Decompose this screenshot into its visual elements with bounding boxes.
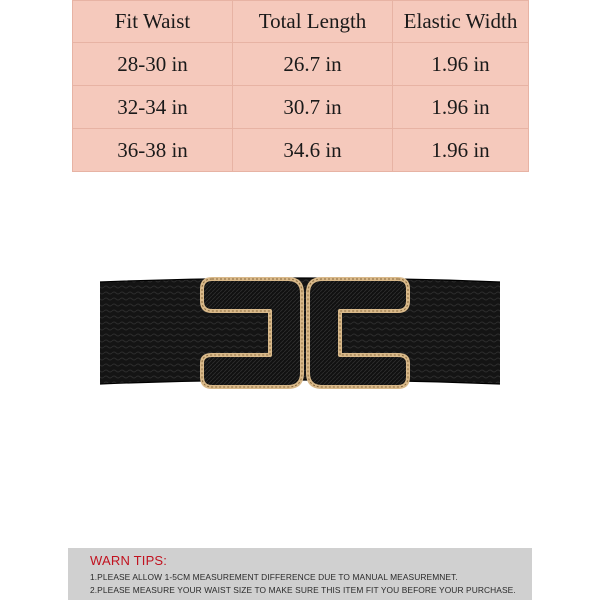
cell-total-length: 26.7 in (233, 43, 393, 86)
cell-total-length: 34.6 in (233, 129, 393, 172)
header-elastic-width: Elastic Width (393, 1, 529, 43)
cell-elastic-width: 1.96 in (393, 86, 529, 129)
warn-tip-line: 1.PLEASE ALLOW 1-5CM MEASUREMENT DIFFERENCE DUE TO MANUAL MEASUREMNET. (90, 572, 458, 582)
table-header-row (73, 1, 529, 43)
cell-fit-waist: 28-30 in (73, 43, 233, 86)
cell-total-length: 30.7 in (233, 86, 393, 129)
cell-elastic-width: 1.96 in (393, 43, 529, 86)
warn-tips-panel (68, 548, 532, 600)
cell-fit-waist: 36-38 in (73, 129, 233, 172)
header-fit-waist: Fit Waist (73, 1, 233, 43)
warn-title: WARN TIPS: (90, 553, 168, 568)
size-chart-table (72, 0, 529, 172)
table-row (73, 86, 529, 129)
warn-tip-line: 2.PLEASE MEASURE YOUR WAIST SIZE TO MAKE SURE THIS ITEM FIT YOU BEFORE YOUR PURCHASE. (90, 585, 516, 595)
header-total-length: Total Length (233, 1, 393, 43)
table-row (73, 129, 529, 172)
table-row (73, 43, 529, 86)
cell-fit-waist: 32-34 in (73, 86, 233, 129)
cell-elastic-width: 1.96 in (393, 129, 529, 172)
elastic-belt-image (0, 260, 600, 420)
